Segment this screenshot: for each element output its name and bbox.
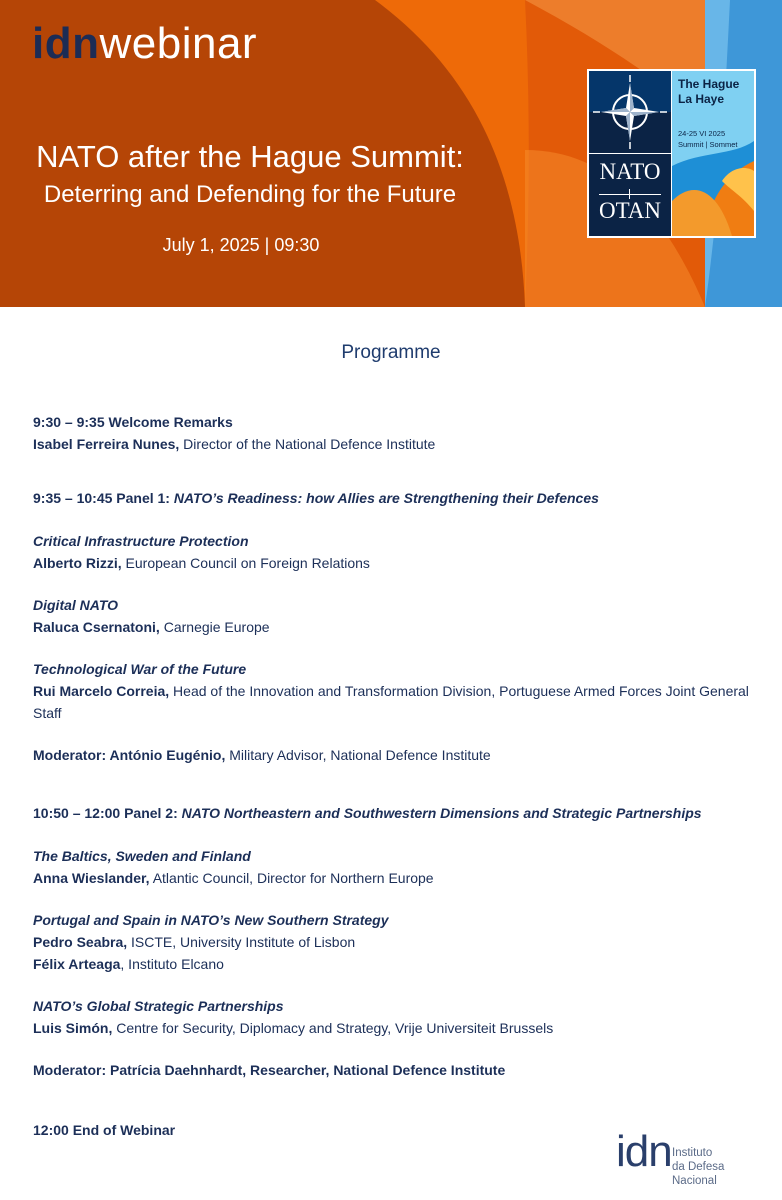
- moderator-name: Moderator: António Eugénio,: [33, 747, 226, 763]
- summit-city-en: The Hague: [678, 77, 740, 91]
- welcome-time: 9:30 – 9:35 Welcome Remarks: [33, 414, 233, 430]
- speaker-affiliation: Director of the National Defence Institute: [179, 436, 436, 452]
- speaker-name: Félix Arteaga: [33, 956, 121, 972]
- header-banner: [0, 0, 782, 307]
- summit-city-fr: La Haye: [678, 92, 725, 106]
- summit-city: [678, 77, 739, 107]
- talk-speaker-line: [33, 552, 753, 574]
- talk-topic: Portugal and Spain in NATO’s New Southern Strategy: [33, 912, 389, 928]
- panel1-time: 9:35 – 10:45 Panel 1:: [33, 490, 174, 506]
- event-subtitle: Deterring and Defending for the Future: [43, 181, 457, 208]
- talk-speaker-line: [33, 616, 753, 638]
- speaker-name: Raluca Csernatoni,: [33, 619, 160, 635]
- programme-heading: Programme: [341, 342, 441, 363]
- talk-speaker-line: [33, 1017, 753, 1039]
- summit-date-range: 24-25 VI 2025: [678, 129, 726, 138]
- footer-idn-mark: idn: [616, 1127, 672, 1176]
- footer-line1: Instituto: [672, 1147, 713, 1159]
- nato-summit-logo: [587, 69, 756, 238]
- talk-topic: Critical Infrastructure Protection: [33, 533, 249, 549]
- talk-speaker-line: [33, 680, 753, 724]
- talk-speaker-line: [33, 953, 753, 975]
- hague-summit-panel: [672, 71, 754, 236]
- talk-topic: Digital NATO: [33, 597, 119, 613]
- programme-list: [33, 411, 753, 1141]
- panel2-heading: [33, 802, 753, 824]
- panel1-title: NATO’s Readiness: how Allies are Strengthening their Defences: [173, 490, 599, 506]
- speaker-name: Anna Wieslander,: [33, 870, 150, 886]
- moderator-affiliation: Military Advisor, National Defence Institute: [225, 747, 491, 763]
- speaker-affiliation: Atlantic Council, Director for Northern Europe: [149, 870, 434, 886]
- summit-label: Summit | Sommet: [678, 140, 738, 149]
- event-title: NATO after the Hague Summit:: [36, 139, 464, 174]
- speaker-name: Pedro Seabra,: [33, 934, 128, 950]
- speaker-affiliation: , Instituto Elcano: [120, 956, 224, 972]
- idn-webinar-logo: [32, 18, 257, 70]
- footer-institute-name: [672, 1146, 766, 1188]
- speaker-affiliation: Centre for Security, Diplomacy and Strategy, Vrije Universiteit Brussels: [112, 1020, 554, 1036]
- speaker-name: Isabel Ferreira Nunes,: [33, 436, 180, 452]
- speaker-affiliation: European Council on Foreign Relations: [121, 555, 370, 571]
- welcome-speaker-line: [33, 433, 753, 455]
- otan-text: OTAN: [598, 198, 662, 223]
- footer-line2: da Defesa Nacional: [672, 1161, 725, 1187]
- panel2-moderator: Moderator: Patrícia Daehnhardt, Researcher, National Defence Institute: [33, 1062, 506, 1078]
- panel1-heading: [33, 487, 753, 509]
- nato-compass-icon: [589, 71, 671, 153]
- speaker-affiliation: Head of the Innovation and Transformation Division, Portuguese Armed Forces Joint General Staff: [33, 683, 749, 721]
- speaker-name: Rui Marcelo Correia,: [33, 683, 170, 699]
- talk-topic: The Baltics, Sweden and Finland: [33, 848, 251, 864]
- nato-text: NATO: [599, 159, 661, 184]
- brand-webinar: webinar: [99, 19, 258, 68]
- summit-dates: [678, 128, 737, 150]
- speaker-name: Alberto Rizzi,: [33, 555, 122, 571]
- talk-speaker-line: [33, 931, 753, 953]
- panel2-time: 10:50 – 12:00 Panel 2:: [33, 805, 182, 821]
- end-of-webinar: 12:00 End of Webinar: [33, 1122, 176, 1138]
- wordmark-divider: [599, 194, 661, 195]
- speaker-name: Luis Simón,: [33, 1020, 113, 1036]
- talk-topic: Technological War of the Future: [33, 661, 247, 677]
- panel1-moderator: [33, 744, 753, 766]
- talk-speaker-line: [33, 867, 753, 889]
- idn-institute-logo: [616, 1127, 766, 1187]
- talk-topic: NATO’s Global Strategic Partnerships: [33, 998, 284, 1014]
- panel2-title: NATO Northeastern and Southwestern Dimensions and Strategic Partnerships: [181, 805, 702, 821]
- speaker-affiliation: ISCTE, University Institute of Lisbon: [127, 934, 356, 950]
- event-date: July 1, 2025 | 09:30: [162, 235, 320, 255]
- brand-idn: idn: [32, 19, 100, 68]
- nato-otan-wordmark: [589, 154, 671, 236]
- speaker-affiliation: Carnegie Europe: [159, 619, 270, 635]
